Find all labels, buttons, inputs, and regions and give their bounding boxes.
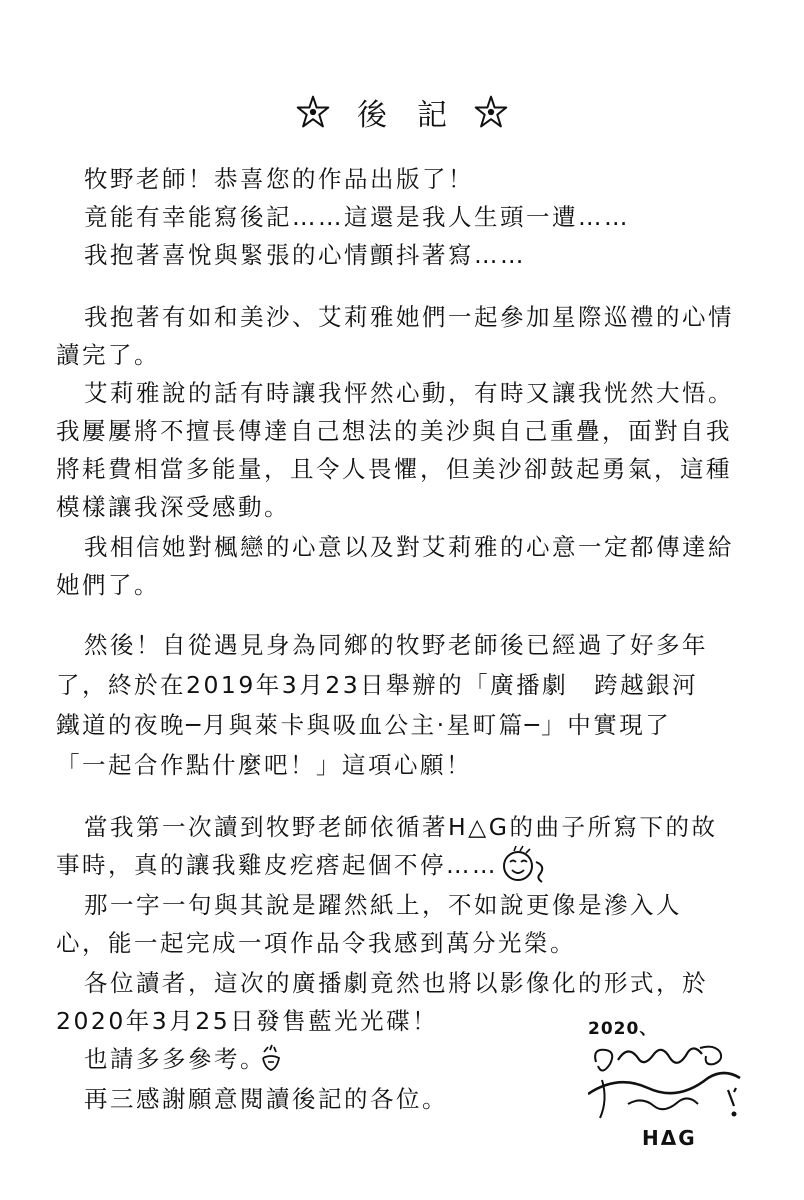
- text-line: 她們了。: [56, 571, 160, 599]
- text-line: 牧野老師！恭喜您的作品出版了！: [84, 165, 474, 193]
- text-line: 各位讀者，這次的廣播劇竟然也將以影像化的形式，於: [84, 969, 708, 997]
- text-line: 將耗費相當多能量，且令人畏懼，但美沙卻鼓起勇氣，這種: [56, 455, 732, 483]
- text-line: 也請多多參考。: [84, 1045, 266, 1073]
- small-doodle-icon: [260, 1044, 282, 1072]
- star-flower-icon: [295, 94, 331, 130]
- text-line: 我抱著有如和美沙、艾莉雅她們一起參加星際巡禮的心情: [84, 303, 734, 331]
- text-line: 我相信她對楓戀的心意以及對艾莉雅的心意一定都傳達給: [84, 533, 734, 561]
- signature: [588, 1014, 758, 1164]
- text-line: 「一起合作點什麼吧！」這項心願！: [56, 751, 472, 779]
- text-line: 了，終於在2019年3月23日舉辦的「廣播劇 跨越銀河: [56, 671, 699, 699]
- text-line: 我抱著喜悅與緊張的心情顫抖著寫……: [84, 241, 526, 269]
- signature-scribble: [588, 1032, 758, 1132]
- text-line: 那一字一句與其說是躍然紙上，不如說更像是滲入人: [84, 891, 682, 919]
- text-line: 讀完了。: [56, 341, 160, 369]
- signature-year: 2020、: [588, 1019, 658, 1039]
- text-line: 竟能有幸能寫後記……這還是我人生頭一遭……: [84, 203, 630, 231]
- text-line: 事時，真的讓我雞皮疙瘩起個不停……: [56, 851, 498, 879]
- text-line: 模樣讓我深受感動。: [56, 493, 290, 521]
- signature-name: HΔG: [642, 1126, 697, 1150]
- title-row: [0, 88, 804, 136]
- text-line: 心，能一起完成一項作品令我感到萬分光榮。: [56, 929, 576, 957]
- text-line: 然後！自從遇見身為同鄉的牧野老師後已經過了好多年: [84, 631, 708, 659]
- smiling-face-doodle-icon: [498, 842, 558, 886]
- text-line: 再三感謝願意閱讀後記的各位。: [84, 1085, 448, 1113]
- star-flower-icon: [473, 94, 509, 130]
- text-line: 鐵道的夜晚─月與萊卡與吸血公主‧星町篇─」中實現了: [56, 711, 672, 739]
- text-line: 2020年3月25日發售藍光光碟！: [56, 1007, 439, 1035]
- text-line: 當我第一次讀到牧野老師依循著H△G的曲子所寫下的故: [84, 813, 718, 841]
- page-title: 後記: [357, 98, 477, 133]
- text-line: 我屢屢將不擅長傳達自己想法的美沙與自己重疊，面對自我: [56, 417, 732, 445]
- text-line: 艾莉雅說的話有時讓我怦然心動，有時又讓我恍然大悟。: [84, 379, 734, 407]
